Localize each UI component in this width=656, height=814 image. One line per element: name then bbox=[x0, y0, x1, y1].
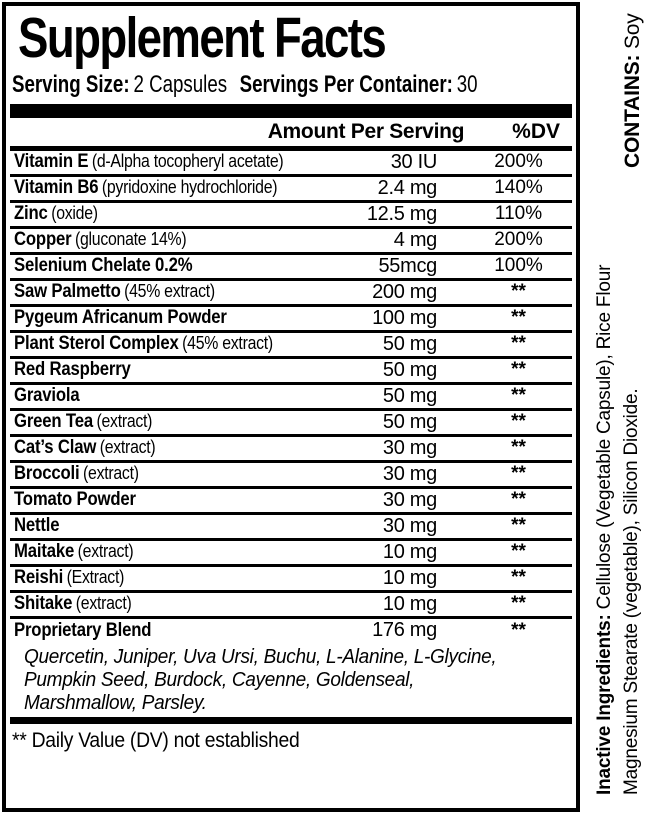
nutrient-name-cell: Cat’s Claw (extract) bbox=[10, 435, 325, 461]
nutrient-dv-cell: ** bbox=[437, 565, 572, 591]
nutrient-dv-cell: ** bbox=[437, 331, 572, 357]
nutrient-amount-cell: 10 mg bbox=[325, 539, 437, 565]
nutrient-name-cell: Green Tea (extract) bbox=[10, 409, 325, 435]
nutrient-dv-cell: ** bbox=[437, 279, 572, 305]
nutrient-name-cell: Broccoli (extract) bbox=[10, 461, 325, 487]
daily-value-footnote: ** Daily Value (DV) not established bbox=[12, 729, 300, 752]
table-row bbox=[10, 357, 572, 383]
nutrient-dv-cell: ** bbox=[437, 409, 572, 435]
supplement-facts-panel bbox=[2, 2, 580, 812]
percent-dv-header: %DV bbox=[512, 119, 561, 143]
nutrient-amount-cell: 55mcg bbox=[325, 253, 437, 279]
inactive-ingredients-label: Inactive Ingredients: bbox=[594, 614, 615, 795]
blend-line: Quercetin, Juniper, Uva Ursi, Buchu, L-Alanine, L-Glycine, bbox=[24, 646, 497, 668]
nutrient-dv-cell: ** bbox=[437, 461, 572, 487]
nutrient-amount-cell: 30 IU bbox=[325, 148, 437, 175]
table-row bbox=[10, 513, 572, 539]
table-row bbox=[10, 539, 572, 565]
blend-line: Marshmallow, Parsley. bbox=[24, 692, 207, 714]
table-row bbox=[10, 279, 572, 305]
table-row bbox=[10, 331, 572, 357]
table-row bbox=[10, 253, 572, 279]
table-row bbox=[10, 148, 572, 175]
servings-per-container-label: Servings Per Container: bbox=[239, 71, 453, 98]
nutrient-name-cell: Zinc (oxide) bbox=[10, 201, 325, 227]
nutrient-dv-cell: 110% bbox=[437, 201, 572, 227]
nutrient-name-cell: Saw Palmetto (45% extract) bbox=[10, 279, 325, 305]
facts-header-row bbox=[10, 118, 572, 148]
nutrient-amount-cell: 30 mg bbox=[325, 487, 437, 513]
nutrient-dv-cell: ** bbox=[437, 513, 572, 539]
nutrient-amount-cell: 30 mg bbox=[325, 435, 437, 461]
proprietary-blend-ingredients bbox=[24, 646, 576, 715]
nutrient-amount-cell: 50 mg bbox=[325, 383, 437, 409]
inactive-ingredients-note bbox=[591, 265, 645, 795]
inactive-ingredients-line1-rest: Cellulose (Vegetable Capsule), Rice Flour bbox=[594, 264, 615, 610]
nutrient-name-cell: Tomato Powder bbox=[10, 487, 325, 513]
nutrient-name-cell: Graviola bbox=[10, 383, 325, 409]
nutrient-name-cell: Proprietary Blend bbox=[14, 619, 152, 641]
table-row bbox=[10, 175, 572, 201]
serving-size-value: 2 Capsules bbox=[133, 71, 228, 98]
table-row bbox=[10, 617, 572, 643]
nutrient-dv-cell: ** bbox=[437, 435, 572, 461]
nutrient-amount-cell: 10 mg bbox=[325, 565, 437, 591]
table-row bbox=[10, 461, 572, 487]
nutrient-name-cell: Vitamin B6 (pyridoxine hydrochloride) bbox=[10, 175, 325, 201]
nutrient-name-cell: Shitake (extract) bbox=[10, 591, 325, 617]
nutrient-amount-cell: 10 mg bbox=[325, 591, 437, 617]
nutrient-amount-cell: 100 mg bbox=[325, 305, 437, 331]
nutrient-dv-cell: ** bbox=[437, 357, 572, 383]
table-row bbox=[10, 435, 572, 461]
nutrient-name-cell: Nettle bbox=[10, 513, 325, 539]
nutrient-dv-cell: ** bbox=[437, 487, 572, 513]
table-row bbox=[10, 201, 572, 227]
facts-rows bbox=[10, 148, 572, 643]
table-row bbox=[10, 591, 572, 617]
servings-per-container-value: 30 bbox=[456, 71, 478, 98]
table-row bbox=[10, 487, 572, 513]
nutrient-name-cell: Plant Sterol Complex (45% extract) bbox=[10, 331, 325, 357]
nutrient-dv-cell: 200% bbox=[437, 227, 572, 253]
facts-table bbox=[10, 118, 572, 643]
nutrient-dv-cell: 200% bbox=[437, 148, 572, 175]
nutrient-amount-cell: 176 mg bbox=[372, 619, 437, 642]
table-row bbox=[10, 409, 572, 435]
nutrient-dv-cell: ** bbox=[437, 591, 572, 617]
nutrient-name-cell: Red Raspberry bbox=[10, 357, 325, 383]
table-row bbox=[10, 227, 572, 253]
nutrient-name-cell: Reishi (Extract) bbox=[10, 565, 325, 591]
contains-label: CONTAINS: bbox=[621, 54, 644, 168]
nutrient-dv-cell: ** bbox=[437, 305, 572, 331]
blend-line: Pumpkin Seed, Burdock, Cayenne, Goldenseal, bbox=[24, 669, 415, 691]
panel-title: Supplement Facts bbox=[18, 6, 386, 70]
contains-allergen-note bbox=[621, 13, 645, 168]
serving-info bbox=[12, 71, 478, 99]
nutrient-amount-cell: 30 mg bbox=[325, 513, 437, 539]
nutrient-amount-cell: 50 mg bbox=[325, 357, 437, 383]
nutrient-name-cell: Vitamin E (d-Alpha tocopheryl acetate) bbox=[10, 148, 325, 175]
serving-size-label: Serving Size: bbox=[12, 71, 130, 98]
nutrient-name-cell: Selenium Chelate 0.2% bbox=[10, 253, 325, 279]
nutrient-dv-cell: ** bbox=[511, 619, 526, 641]
table-row bbox=[10, 383, 572, 409]
contains-value: Soy bbox=[621, 13, 644, 50]
nutrient-dv-cell: 100% bbox=[437, 253, 572, 279]
nutrient-amount-cell: 4 mg bbox=[325, 227, 437, 253]
nutrient-name-cell: Copper (gluconate 14%) bbox=[10, 227, 325, 253]
inactive-ingredients-line2: Magnesium Stearate (vegetable), Silicon Dioxide. bbox=[621, 388, 642, 795]
nutrient-dv-cell: 140% bbox=[437, 175, 572, 201]
divider-bar-top bbox=[10, 104, 572, 118]
divider-bar-bottom bbox=[10, 717, 572, 724]
nutrient-dv-cell: ** bbox=[437, 383, 572, 409]
nutrient-name-cell: Pygeum Africanum Powder bbox=[10, 305, 325, 331]
nutrient-amount-cell: 50 mg bbox=[325, 331, 437, 357]
nutrient-amount-cell: 50 mg bbox=[325, 409, 437, 435]
table-row bbox=[10, 305, 572, 331]
nutrient-amount-cell: 2.4 mg bbox=[325, 175, 437, 201]
nutrient-amount-cell: 30 mg bbox=[325, 461, 437, 487]
nutrient-dv-cell: ** bbox=[437, 539, 572, 565]
inactive-ingredients-line1 bbox=[591, 265, 618, 795]
nutrient-name-cell: Maitake (extract) bbox=[10, 539, 325, 565]
amount-per-serving-header: Amount Per Serving bbox=[267, 119, 465, 143]
table-row bbox=[10, 565, 572, 591]
nutrient-amount-cell: 200 mg bbox=[325, 279, 437, 305]
nutrient-amount-cell: 12.5 mg bbox=[325, 201, 437, 227]
